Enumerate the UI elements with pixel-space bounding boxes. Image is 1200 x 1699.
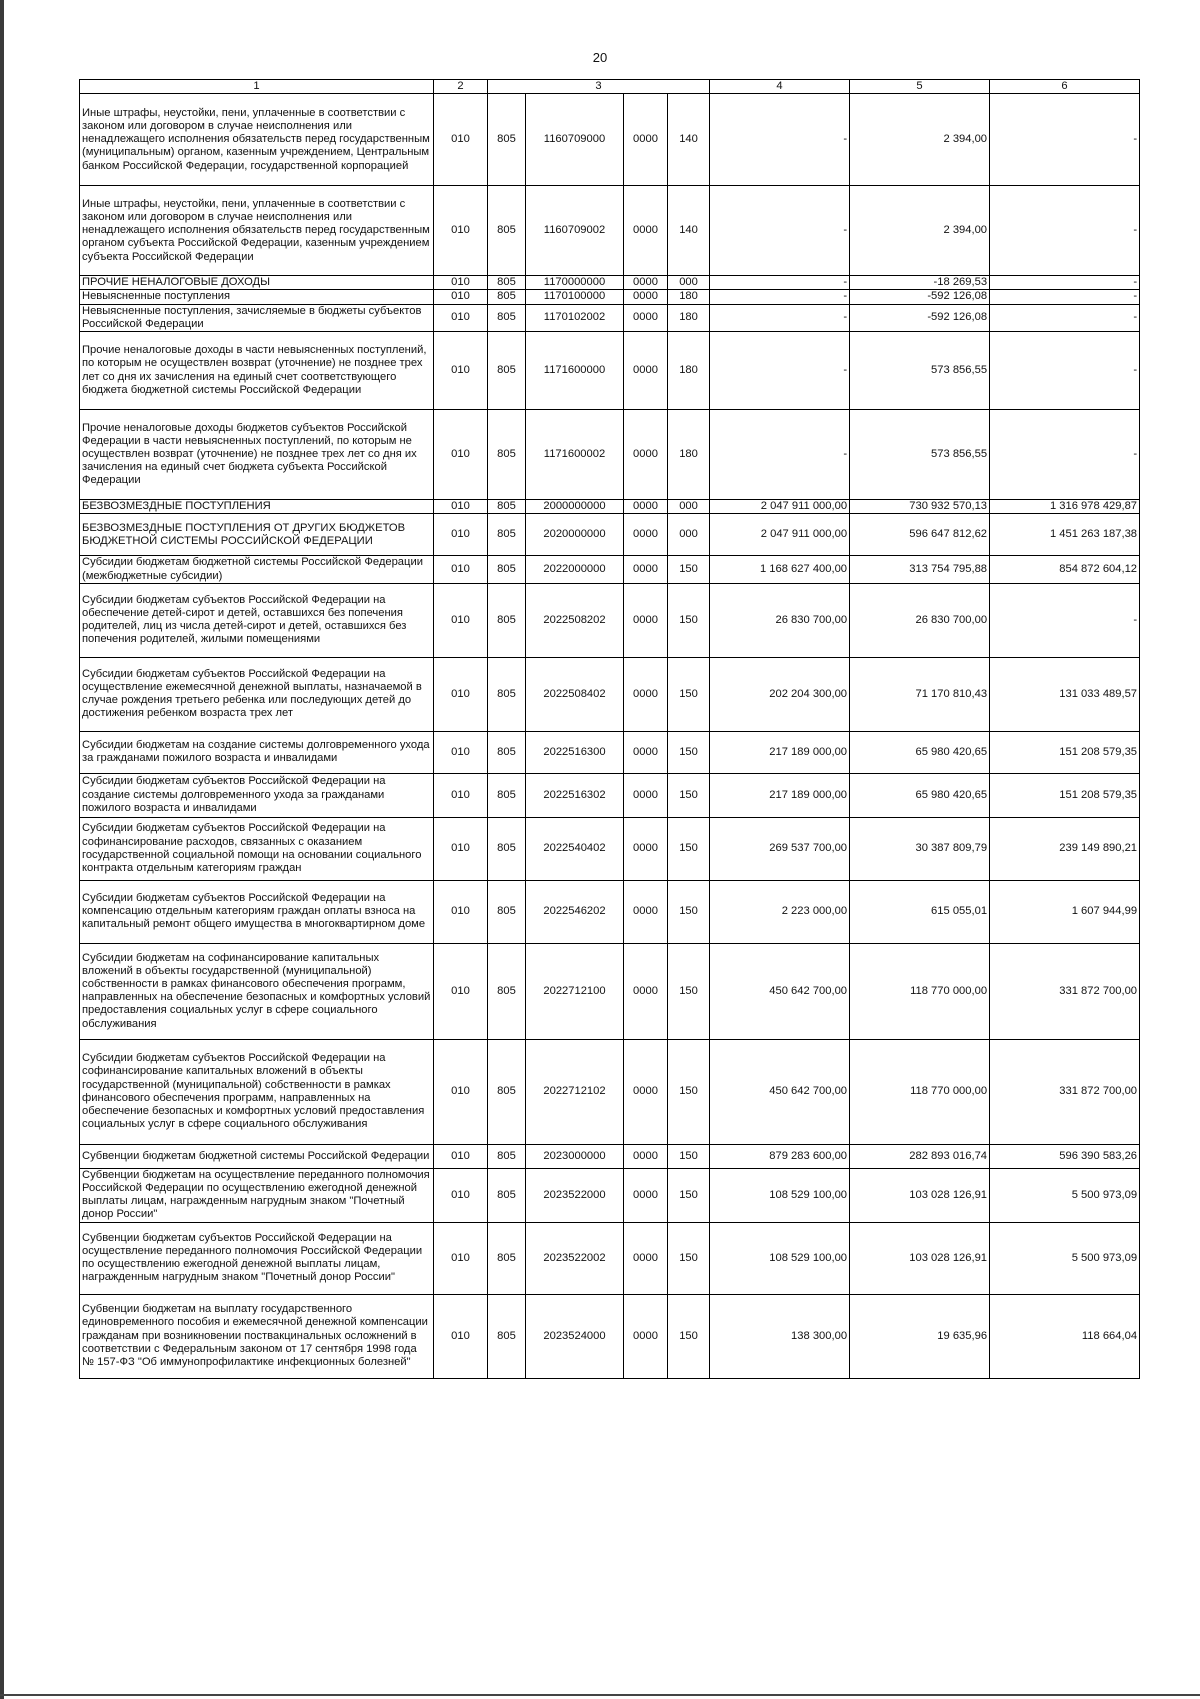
row-name: Субсидии бюджетам субъектов Российской Федерации на осуществление ежемесячной денежной выплаты, назначаемой в случае рождения третьего ребенка или последующих детей до достижения ребенком возраста трех лет: [80, 657, 434, 731]
row-remaining: 331 872 700,00: [990, 943, 1140, 1039]
row-executed: 573 856,55: [850, 410, 990, 500]
row-code-group: 805: [488, 500, 526, 514]
row-code-main: 1171600000: [526, 332, 624, 410]
row-remaining: -: [990, 304, 1140, 331]
row-code-kind: 150: [668, 1294, 710, 1378]
row-code-program: 0000: [624, 773, 668, 817]
row-remaining: 5 500 973,09: [990, 1168, 1140, 1222]
row-code-admin: 010: [434, 880, 488, 943]
row-code-program: 0000: [624, 1039, 668, 1144]
row-code-kind: 180: [668, 410, 710, 500]
header-col-5: 5: [850, 80, 990, 94]
row-code-main: 1160709002: [526, 186, 624, 276]
row-code-main: 1160709000: [526, 94, 624, 186]
table-row: [80, 880, 1140, 943]
row-code-admin: 010: [434, 500, 488, 514]
table-row: [80, 657, 1140, 731]
row-code-kind: 180: [668, 304, 710, 331]
row-name: Прочие неналоговые доходы бюджетов субъектов Российской Федерации в части невыясненных поступлений, по которым не осуществлен возврат (уточнение) не позднее трех лет со дня их зачисления на единый счет бюджета субъекта Российской Федерации: [80, 410, 434, 500]
row-code-group: 805: [488, 731, 526, 773]
row-code-program: 0000: [624, 556, 668, 583]
row-code-group: 805: [488, 1039, 526, 1144]
row-name: Субсидии бюджетам субъектов Российской Федерации на создание системы долговременного ухода за гражданами пожилого возраста и инвалидами: [80, 773, 434, 817]
row-remaining: -: [990, 332, 1140, 410]
row-code-main: 2000000000: [526, 500, 624, 514]
table-row: [80, 773, 1140, 817]
row-code-program: 0000: [624, 1294, 668, 1378]
row-approved: 217 189 000,00: [710, 731, 850, 773]
row-code-kind: 150: [668, 556, 710, 583]
row-code-admin: 010: [434, 290, 488, 304]
row-code-group: 805: [488, 186, 526, 276]
table-row: [80, 304, 1140, 331]
row-code-program: 0000: [624, 410, 668, 500]
row-code-program: 0000: [624, 94, 668, 186]
row-code-program: 0000: [624, 943, 668, 1039]
row-code-admin: 010: [434, 1294, 488, 1378]
row-executed: 71 170 810,43: [850, 657, 990, 731]
row-executed: 730 932 570,13: [850, 500, 990, 514]
row-code-admin: 010: [434, 1168, 488, 1222]
row-code-main: 1171600002: [526, 410, 624, 500]
row-remaining: 854 872 604,12: [990, 556, 1140, 583]
table-row: [80, 731, 1140, 773]
budget-report-table: [79, 79, 1140, 1379]
row-remaining: 1 607 944,99: [990, 880, 1140, 943]
row-executed: -18 269,53: [850, 276, 990, 290]
row-code-main: 2022540402: [526, 817, 624, 880]
row-executed: 26 830 700,00: [850, 583, 990, 657]
row-code-kind: 150: [668, 1144, 710, 1168]
row-code-admin: 010: [434, 276, 488, 290]
row-code-main: 2020000000: [526, 514, 624, 556]
row-approved: 269 537 700,00: [710, 817, 850, 880]
row-name: Прочие неналоговые доходы в части невыясненных поступлений, по которым не осуществлен возврат (уточнение) не позднее трех лет со дня их зачисления на единый счет соответствующего бюджета бюджетной системы Российской Федерации: [80, 332, 434, 410]
row-executed: 282 893 016,74: [850, 1144, 990, 1168]
row-remaining: 5 500 973,09: [990, 1222, 1140, 1294]
row-approved: -: [710, 304, 850, 331]
row-executed: 103 028 126,91: [850, 1168, 990, 1222]
row-code-admin: 010: [434, 186, 488, 276]
header-col-3: 3: [488, 80, 710, 94]
row-code-group: 805: [488, 556, 526, 583]
scan-bottom-edge: [0, 1694, 1200, 1696]
row-code-admin: 010: [434, 1144, 488, 1168]
row-code-main: 2022712100: [526, 943, 624, 1039]
row-remaining: -: [990, 410, 1140, 500]
row-code-program: 0000: [624, 276, 668, 290]
row-approved: -: [710, 276, 850, 290]
row-remaining: 118 664,04: [990, 1294, 1140, 1378]
row-approved: -: [710, 186, 850, 276]
table-row: [80, 332, 1140, 410]
table-row: [80, 583, 1140, 657]
header-row: [80, 80, 1140, 94]
row-code-kind: 000: [668, 514, 710, 556]
row-name: Иные штрафы, неустойки, пени, уплаченные в соответствии с законом или договором в случае неисполнения или ненадлежащего исполнения обязательств перед государственным (муниципальным) органом, казенным учреждением, Центральным банком Российской Федерации, государственной корпорацией: [80, 94, 434, 186]
row-code-group: 805: [488, 1222, 526, 1294]
row-remaining: 331 872 700,00: [990, 1039, 1140, 1144]
row-code-kind: 150: [668, 731, 710, 773]
row-code-admin: 010: [434, 304, 488, 331]
row-code-program: 0000: [624, 514, 668, 556]
table-row: [80, 290, 1140, 304]
row-code-kind: 150: [668, 583, 710, 657]
row-remaining: -: [990, 94, 1140, 186]
row-executed: 19 635,96: [850, 1294, 990, 1378]
row-code-group: 805: [488, 332, 526, 410]
table-row: [80, 1294, 1140, 1378]
table-row: [80, 514, 1140, 556]
table-row: [80, 186, 1140, 276]
row-approved: 879 283 600,00: [710, 1144, 850, 1168]
row-executed: 596 647 812,62: [850, 514, 990, 556]
row-code-main: 1170000000: [526, 276, 624, 290]
row-code-program: 0000: [624, 731, 668, 773]
row-code-kind: 150: [668, 657, 710, 731]
row-code-main: 2023000000: [526, 1144, 624, 1168]
row-code-main: 2022508202: [526, 583, 624, 657]
row-code-program: 0000: [624, 1144, 668, 1168]
row-executed: 65 980 420,65: [850, 731, 990, 773]
row-approved: 450 642 700,00: [710, 1039, 850, 1144]
table-row: [80, 1039, 1140, 1144]
row-approved: 108 529 100,00: [710, 1222, 850, 1294]
row-code-program: 0000: [624, 817, 668, 880]
row-approved: 450 642 700,00: [710, 943, 850, 1039]
table-row: [80, 94, 1140, 186]
row-code-program: 0000: [624, 880, 668, 943]
row-executed: 103 028 126,91: [850, 1222, 990, 1294]
row-executed: 30 387 809,79: [850, 817, 990, 880]
row-code-group: 805: [488, 943, 526, 1039]
row-name: Субсидии бюджетам на софинансирование капитальных вложений в объекты государственной (муниципальной) собственности в рамках финансового обеспечения программ, направленных на обеспечение безопасных и комфортных условий предоставления социальных услуг в сфере социального обслуживания: [80, 943, 434, 1039]
row-name: Субсидии бюджетам субъектов Российской Федерации на софинансирование капитальных вложений в объекты государственной (муниципальной) собственности в рамках финансового обеспечения программ, направленных на обеспечение безопасных и комфортных условий предоставления социальных услуг в сфере социального обслуживания: [80, 1039, 434, 1144]
row-name: Субвенции бюджетам субъектов Российской Федерации на осуществление переданного полномочия Российской Федерации по осуществлению ежегодной денежной выплаты лицам, награжденным нагрудным знаком "Почетный донор России": [80, 1222, 434, 1294]
row-approved: 2 047 911 000,00: [710, 500, 850, 514]
row-code-group: 805: [488, 94, 526, 186]
row-code-admin: 010: [434, 657, 488, 731]
row-name: Субсидии бюджетам субъектов Российской Федерации на софинансирование расходов, связанных с оказанием государственной социальной помощи на основании социального контракта отдельным категориям граждан: [80, 817, 434, 880]
row-code-group: 805: [488, 290, 526, 304]
row-approved: 26 830 700,00: [710, 583, 850, 657]
row-approved: 2 047 911 000,00: [710, 514, 850, 556]
row-executed: 313 754 795,88: [850, 556, 990, 583]
row-approved: -: [710, 332, 850, 410]
row-code-main: 1170100000: [526, 290, 624, 304]
row-code-group: 805: [488, 304, 526, 331]
row-code-kind: 150: [668, 817, 710, 880]
row-approved: -: [710, 94, 850, 186]
table-row: [80, 1222, 1140, 1294]
table-row: [80, 500, 1140, 514]
scan-left-edge: [0, 0, 4, 1699]
table-row: [80, 1144, 1140, 1168]
row-code-kind: 150: [668, 1222, 710, 1294]
row-executed: 2 394,00: [850, 186, 990, 276]
row-name: БЕЗВОЗМЕЗДНЫЕ ПОСТУПЛЕНИЯ: [80, 500, 434, 514]
row-executed: -592 126,08: [850, 304, 990, 331]
row-approved: 1 168 627 400,00: [710, 556, 850, 583]
row-name: Субвенции бюджетам на осуществление переданного полномочия Российской Федерации по осуществлению ежегодной денежной выплаты лицам, награжденным нагрудным знаком "Почетный донор России": [80, 1168, 434, 1222]
row-approved: 108 529 100,00: [710, 1168, 850, 1222]
row-code-kind: 140: [668, 94, 710, 186]
row-remaining: -: [990, 290, 1140, 304]
row-approved: -: [710, 290, 850, 304]
page-number: 20: [592, 50, 608, 65]
row-code-group: 805: [488, 880, 526, 943]
row-name: Иные штрафы, неустойки, пени, уплаченные в соответствии с законом или договором в случае неисполнения или ненадлежащего исполнения обязательств перед государственным органом субъекта Российской Федерации, казенным учреждением субъекта Российской Федерации: [80, 186, 434, 276]
row-code-program: 0000: [624, 304, 668, 331]
row-code-program: 0000: [624, 1168, 668, 1222]
row-code-program: 0000: [624, 332, 668, 410]
header-col-2: 2: [434, 80, 488, 94]
row-code-program: 0000: [624, 186, 668, 276]
row-code-kind: 140: [668, 186, 710, 276]
row-code-kind: 000: [668, 276, 710, 290]
row-code-admin: 010: [434, 410, 488, 500]
row-code-admin: 010: [434, 731, 488, 773]
table-body: [80, 80, 1140, 1379]
row-executed: 615 055,01: [850, 880, 990, 943]
row-code-admin: 010: [434, 1222, 488, 1294]
row-remaining: 1 316 978 429,87: [990, 500, 1140, 514]
row-code-program: 0000: [624, 583, 668, 657]
row-code-program: 0000: [624, 1222, 668, 1294]
row-code-group: 805: [488, 1294, 526, 1378]
row-remaining: 1 451 263 187,38: [990, 514, 1140, 556]
row-code-admin: 010: [434, 556, 488, 583]
row-code-main: 2022508402: [526, 657, 624, 731]
row-remaining: -: [990, 583, 1140, 657]
row-code-admin: 010: [434, 943, 488, 1039]
row-code-group: 805: [488, 773, 526, 817]
row-code-kind: 180: [668, 290, 710, 304]
table-row: [80, 410, 1140, 500]
table-row: [80, 1168, 1140, 1222]
row-code-group: 805: [488, 410, 526, 500]
row-code-program: 0000: [624, 657, 668, 731]
row-remaining: 239 149 890,21: [990, 817, 1140, 880]
row-code-main: 2022516300: [526, 731, 624, 773]
row-code-group: 805: [488, 583, 526, 657]
row-code-group: 805: [488, 276, 526, 290]
row-name: Невыясненные поступления, зачисляемые в бюджеты субъектов Российской Федерации: [80, 304, 434, 331]
row-code-group: 805: [488, 1168, 526, 1222]
row-code-group: 805: [488, 514, 526, 556]
row-remaining: -: [990, 276, 1140, 290]
row-code-main: 2022516302: [526, 773, 624, 817]
row-remaining: 131 033 489,57: [990, 657, 1140, 731]
row-code-kind: 150: [668, 773, 710, 817]
row-approved: 2 223 000,00: [710, 880, 850, 943]
row-name: БЕЗВОЗМЕЗДНЫЕ ПОСТУПЛЕНИЯ ОТ ДРУГИХ БЮДЖЕТОВ БЮДЖЕТНОЙ СИСТЕМЫ РОССИЙСКОЙ ФЕДЕРАЦИИ: [80, 514, 434, 556]
row-code-kind: 150: [668, 880, 710, 943]
row-code-admin: 010: [434, 94, 488, 186]
row-code-kind: 150: [668, 1168, 710, 1222]
row-name: Субвенции бюджетам бюджетной системы Российской Федерации: [80, 1144, 434, 1168]
header-col-4: 4: [710, 80, 850, 94]
header-col-1: 1: [80, 80, 434, 94]
row-executed: 118 770 000,00: [850, 1039, 990, 1144]
row-remaining: 596 390 583,26: [990, 1144, 1140, 1168]
row-name: ПРОЧИЕ НЕНАЛОГОВЫЕ ДОХОДЫ: [80, 276, 434, 290]
row-code-program: 0000: [624, 290, 668, 304]
row-executed: 573 856,55: [850, 332, 990, 410]
row-executed: 65 980 420,65: [850, 773, 990, 817]
row-code-group: 805: [488, 817, 526, 880]
row-code-main: 2023522000: [526, 1168, 624, 1222]
row-approved: -: [710, 410, 850, 500]
table-row: [80, 556, 1140, 583]
row-remaining: 151 208 579,35: [990, 773, 1140, 817]
row-name: Субсидии бюджетам бюджетной системы Российской Федерации (межбюджетные субсидии): [80, 556, 434, 583]
row-name: Субсидии бюджетам на создание системы долговременного ухода за гражданами пожилого возраста и инвалидами: [80, 731, 434, 773]
row-remaining: 151 208 579,35: [990, 731, 1140, 773]
row-code-main: 2023524000: [526, 1294, 624, 1378]
row-code-group: 805: [488, 657, 526, 731]
row-executed: -592 126,08: [850, 290, 990, 304]
row-executed: 2 394,00: [850, 94, 990, 186]
row-code-kind: 150: [668, 1039, 710, 1144]
header-col-6: 6: [990, 80, 1140, 94]
row-approved: 202 204 300,00: [710, 657, 850, 731]
row-code-main: 2022546202: [526, 880, 624, 943]
row-approved: 138 300,00: [710, 1294, 850, 1378]
row-code-admin: 010: [434, 1039, 488, 1144]
row-code-main: 2023522002: [526, 1222, 624, 1294]
row-code-main: 1170102002: [526, 304, 624, 331]
row-code-admin: 010: [434, 332, 488, 410]
row-name: Невыясненные поступления: [80, 290, 434, 304]
row-code-admin: 010: [434, 514, 488, 556]
row-code-main: 2022712102: [526, 1039, 624, 1144]
row-code-program: 0000: [624, 500, 668, 514]
row-code-admin: 010: [434, 817, 488, 880]
row-code-kind: 150: [668, 943, 710, 1039]
row-approved: 217 189 000,00: [710, 773, 850, 817]
row-code-admin: 010: [434, 773, 488, 817]
row-code-admin: 010: [434, 583, 488, 657]
row-code-main: 2022000000: [526, 556, 624, 583]
row-code-kind: 000: [668, 500, 710, 514]
row-executed: 118 770 000,00: [850, 943, 990, 1039]
row-remaining: -: [990, 186, 1140, 276]
table-row: [80, 276, 1140, 290]
row-code-group: 805: [488, 1144, 526, 1168]
row-name: Субсидии бюджетам субъектов Российской Федерации на компенсацию отдельным категориям граждан оплаты взноса на капитальный ремонт общего имущества в многоквартирном доме: [80, 880, 434, 943]
row-name: Субсидии бюджетам субъектов Российской Федерации на обеспечение детей-сирот и детей, оставшихся без попечения родителей, лиц из числа детей-сирот и детей, оставшихся без попечения родителей, жилыми помещениями: [80, 583, 434, 657]
table-row: [80, 943, 1140, 1039]
table-row: [80, 817, 1140, 880]
row-code-kind: 180: [668, 332, 710, 410]
row-name: Субвенции бюджетам на выплату государственного единовременного пособия и ежемесячной денежной компенсации гражданам при возникновении поствакцинальных осложнений в соответствии с Федеральным законом от 17 сентября 1998 года № 157-ФЗ "Об иммунопрофилактике инфекционных болезней": [80, 1294, 434, 1378]
